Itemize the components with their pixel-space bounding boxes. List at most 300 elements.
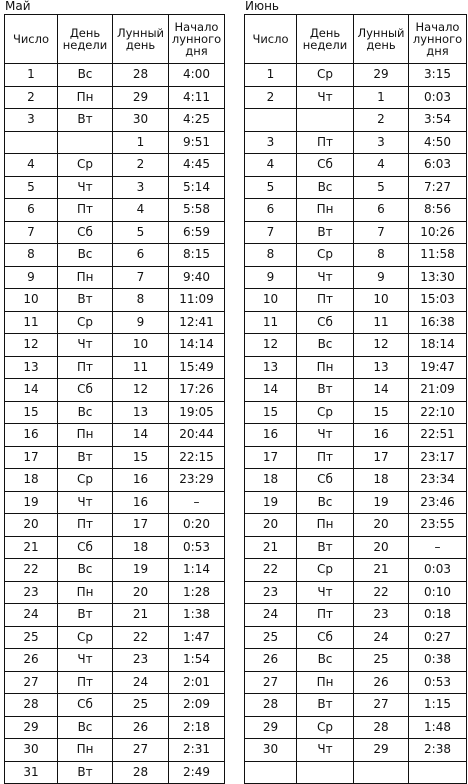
cell-weekday: Сб xyxy=(58,694,113,717)
cell-weekday: Вс xyxy=(58,401,113,424)
cell-weekday: Пт xyxy=(297,289,354,312)
table-row xyxy=(245,514,467,537)
cell-weekday: Вс xyxy=(297,334,354,357)
cell-day: 11 xyxy=(245,311,297,334)
cell-weekday: Вт xyxy=(297,694,354,717)
cell-day: 6 xyxy=(5,199,58,222)
cell-weekday: Вс xyxy=(58,559,113,582)
cell-weekday: Вт xyxy=(58,761,113,784)
cell-lunar-start: 19:47 xyxy=(409,356,467,379)
cell-lunar-start: 18:14 xyxy=(409,334,467,357)
table-row xyxy=(245,604,467,627)
cell-lunar-start: 5:14 xyxy=(169,176,225,199)
cell-day: 12 xyxy=(245,334,297,357)
cell-day: 28 xyxy=(5,694,58,717)
cell-weekday: Чт xyxy=(58,491,113,514)
cell-lunar-day: 17 xyxy=(354,446,409,469)
cell-weekday: Ср xyxy=(297,559,354,582)
table-row xyxy=(5,311,225,334)
cell-lunar-day: 3 xyxy=(354,131,409,154)
june-section xyxy=(244,0,467,784)
cell-lunar-start: 15:03 xyxy=(409,289,467,312)
cell-lunar-start: 9:51 xyxy=(169,131,225,154)
table-row xyxy=(245,761,467,784)
table-row xyxy=(5,244,225,267)
cell-weekday: Пн xyxy=(58,424,113,447)
table-row xyxy=(5,446,225,469)
cell-lunar-day: 1 xyxy=(113,131,169,154)
table-row xyxy=(5,671,225,694)
cell-day: 10 xyxy=(5,289,58,312)
cell-weekday: Сб xyxy=(58,536,113,559)
cell-day: 21 xyxy=(5,536,58,559)
cell-lunar-day: 22 xyxy=(113,626,169,649)
cell-day: 30 xyxy=(5,739,58,762)
cell-day: 19 xyxy=(245,491,297,514)
cell-day: 17 xyxy=(5,446,58,469)
header-weekday: День недели xyxy=(58,15,113,64)
table-row xyxy=(245,671,467,694)
cell-lunar-day: 13 xyxy=(354,356,409,379)
cell-lunar-start: 1:28 xyxy=(169,581,225,604)
table-row xyxy=(5,559,225,582)
cell-weekday: Вт xyxy=(297,536,354,559)
cell-lunar-day: 27 xyxy=(113,739,169,762)
cell-day: 18 xyxy=(245,469,297,492)
table-row xyxy=(245,581,467,604)
cell-weekday: Сб xyxy=(297,154,354,177)
cell-lunar-start: 1:48 xyxy=(409,716,467,739)
cell-day: 29 xyxy=(5,716,58,739)
cell-day: 14 xyxy=(5,379,58,402)
cell-lunar-day: 9 xyxy=(113,311,169,334)
cell-day: 13 xyxy=(245,356,297,379)
cell-day: 24 xyxy=(5,604,58,627)
table-row xyxy=(5,716,225,739)
cell-lunar-start: 9:40 xyxy=(169,266,225,289)
cell-weekday: Вт xyxy=(297,221,354,244)
table-row xyxy=(5,424,225,447)
table-row xyxy=(245,626,467,649)
cell-lunar-start: 0:27 xyxy=(409,626,467,649)
cell-lunar-start: 4:50 xyxy=(409,131,467,154)
cell-lunar-start: 22:15 xyxy=(169,446,225,469)
cell-lunar-start: 23:29 xyxy=(169,469,225,492)
table-row xyxy=(5,649,225,672)
cell-weekday: Вт xyxy=(58,289,113,312)
cell-lunar-day: 6 xyxy=(113,244,169,267)
cell-lunar-start: 6:03 xyxy=(409,154,467,177)
table-row xyxy=(245,401,467,424)
cell-weekday: Вс xyxy=(297,491,354,514)
cell-day xyxy=(245,109,297,132)
cell-weekday: Пт xyxy=(297,131,354,154)
cell-weekday: Вс xyxy=(297,649,354,672)
cell-day: 23 xyxy=(245,581,297,604)
cell-day: 13 xyxy=(5,356,58,379)
cell-weekday: Ср xyxy=(297,64,354,87)
cell-lunar-day: 21 xyxy=(354,559,409,582)
cell-lunar-start: 1:15 xyxy=(409,694,467,717)
cell-lunar-start: 0:38 xyxy=(409,649,467,672)
cell-lunar-start: 7:27 xyxy=(409,176,467,199)
cell-lunar-start: 23:55 xyxy=(409,514,467,537)
cell-lunar-day: 18 xyxy=(354,469,409,492)
cell-lunar-day: 2 xyxy=(354,109,409,132)
table-row xyxy=(245,334,467,357)
table-row xyxy=(5,131,225,154)
table-row xyxy=(5,109,225,132)
month-title-june: Июнь xyxy=(245,0,279,13)
cell-weekday: Пт xyxy=(58,199,113,222)
cell-weekday: Вт xyxy=(58,446,113,469)
cell-lunar-day: 9 xyxy=(354,266,409,289)
cell-lunar-start: 16:38 xyxy=(409,311,467,334)
cell-lunar-day: 11 xyxy=(354,311,409,334)
cell-weekday: Ср xyxy=(58,311,113,334)
table-row xyxy=(5,694,225,717)
table-row xyxy=(245,109,467,132)
cell-day: 15 xyxy=(5,401,58,424)
cell-day xyxy=(5,131,58,154)
table-row xyxy=(5,626,225,649)
cell-lunar-day: 7 xyxy=(113,266,169,289)
table-row xyxy=(5,154,225,177)
month-title-may: Май xyxy=(5,0,31,13)
cell-weekday: Пт xyxy=(297,446,354,469)
cell-lunar-start: 0:53 xyxy=(169,536,225,559)
table-row xyxy=(5,64,225,87)
table-row xyxy=(5,581,225,604)
cell-weekday: Чт xyxy=(297,266,354,289)
table-row xyxy=(245,356,467,379)
cell-weekday: Пн xyxy=(297,199,354,222)
table-row xyxy=(245,424,467,447)
cell-lunar-day: 16 xyxy=(113,469,169,492)
cell-lunar-day: 25 xyxy=(354,649,409,672)
cell-weekday: Ср xyxy=(297,716,354,739)
cell-weekday: Ср xyxy=(58,626,113,649)
table-row xyxy=(5,356,225,379)
cell-lunar-start: – xyxy=(169,491,225,514)
cell-day xyxy=(245,761,297,784)
cell-day: 20 xyxy=(245,514,297,537)
table-row xyxy=(5,176,225,199)
cell-lunar-day: 15 xyxy=(354,401,409,424)
cell-weekday: Пн xyxy=(297,514,354,537)
cell-lunar-day: 6 xyxy=(354,199,409,222)
cell-day: 7 xyxy=(5,221,58,244)
cell-day: 19 xyxy=(5,491,58,514)
cell-lunar-day: 1 xyxy=(354,86,409,109)
cell-day: 2 xyxy=(245,86,297,109)
cell-lunar-day: 27 xyxy=(354,694,409,717)
table-row xyxy=(245,244,467,267)
cell-lunar-start: 20:44 xyxy=(169,424,225,447)
cell-day: 8 xyxy=(5,244,58,267)
cell-lunar-day: 20 xyxy=(354,536,409,559)
cell-weekday xyxy=(58,131,113,154)
table-row xyxy=(245,536,467,559)
cell-lunar-day: 13 xyxy=(113,401,169,424)
cell-weekday: Пт xyxy=(58,671,113,694)
cell-weekday: Сб xyxy=(297,469,354,492)
cell-lunar-start: 14:14 xyxy=(169,334,225,357)
cell-day: 24 xyxy=(245,604,297,627)
table-row xyxy=(245,311,467,334)
cell-day: 4 xyxy=(245,154,297,177)
cell-lunar-day: 28 xyxy=(113,761,169,784)
cell-lunar-start: 5:58 xyxy=(169,199,225,222)
cell-lunar-day xyxy=(354,761,409,784)
cell-day: 22 xyxy=(5,559,58,582)
cell-lunar-day: 14 xyxy=(113,424,169,447)
table-row xyxy=(245,469,467,492)
cell-weekday: Чт xyxy=(297,86,354,109)
table-row xyxy=(5,86,225,109)
cell-weekday: Чт xyxy=(297,739,354,762)
header-lunar-start: Начало лунного дня xyxy=(169,15,225,64)
table-row xyxy=(245,221,467,244)
cell-weekday: Пт xyxy=(58,356,113,379)
table-row xyxy=(245,131,467,154)
table-row xyxy=(245,649,467,672)
cell-day: 10 xyxy=(245,289,297,312)
cell-lunar-day: 29 xyxy=(354,64,409,87)
cell-lunar-start: 4:25 xyxy=(169,109,225,132)
table-row xyxy=(245,266,467,289)
table-row xyxy=(245,379,467,402)
cell-lunar-day: 23 xyxy=(354,604,409,627)
cell-lunar-day: 21 xyxy=(113,604,169,627)
cell-weekday: Чт xyxy=(58,334,113,357)
cell-day: 16 xyxy=(245,424,297,447)
cell-lunar-start: 3:15 xyxy=(409,64,467,87)
cell-day: 5 xyxy=(245,176,297,199)
cell-lunar-day: 3 xyxy=(113,176,169,199)
cell-weekday: Ср xyxy=(297,244,354,267)
cell-lunar-start: 1:14 xyxy=(169,559,225,582)
cell-lunar-start: 2:49 xyxy=(169,761,225,784)
cell-day: 3 xyxy=(5,109,58,132)
may-table xyxy=(4,14,225,784)
cell-weekday: Сб xyxy=(297,311,354,334)
cell-weekday: Вс xyxy=(297,176,354,199)
cell-lunar-day: 17 xyxy=(113,514,169,537)
cell-lunar-start: 0:03 xyxy=(409,86,467,109)
cell-lunar-start: 1:54 xyxy=(169,649,225,672)
cell-day: 20 xyxy=(5,514,58,537)
cell-lunar-day: 25 xyxy=(113,694,169,717)
cell-lunar-day: 24 xyxy=(354,626,409,649)
cell-lunar-start: 2:31 xyxy=(169,739,225,762)
cell-day: 16 xyxy=(5,424,58,447)
cell-weekday: Пн xyxy=(297,356,354,379)
cell-lunar-start: 21:09 xyxy=(409,379,467,402)
cell-lunar-start: 2:09 xyxy=(169,694,225,717)
cell-lunar-day: 4 xyxy=(354,154,409,177)
cell-lunar-start: 10:26 xyxy=(409,221,467,244)
table-row xyxy=(5,536,225,559)
cell-day: 26 xyxy=(245,649,297,672)
cell-lunar-start: 15:49 xyxy=(169,356,225,379)
table-row xyxy=(245,154,467,177)
table-row xyxy=(5,289,225,312)
cell-lunar-start: 2:18 xyxy=(169,716,225,739)
cell-lunar-day: 28 xyxy=(354,716,409,739)
table-row xyxy=(5,266,225,289)
header-lunar-day: Лунный день xyxy=(113,15,169,64)
cell-day: 6 xyxy=(245,199,297,222)
cell-lunar-day: 10 xyxy=(113,334,169,357)
cell-day: 25 xyxy=(245,626,297,649)
cell-day: 2 xyxy=(5,86,58,109)
table-row xyxy=(245,739,467,762)
cell-day: 30 xyxy=(245,739,297,762)
table-row xyxy=(5,469,225,492)
cell-day: 18 xyxy=(5,469,58,492)
table-row xyxy=(245,446,467,469)
table-row xyxy=(5,221,225,244)
cell-lunar-start: 12:41 xyxy=(169,311,225,334)
cell-weekday: Пн xyxy=(58,86,113,109)
cell-lunar-day: 16 xyxy=(354,424,409,447)
cell-weekday xyxy=(297,761,354,784)
cell-weekday: Вс xyxy=(58,244,113,267)
cell-lunar-day: 12 xyxy=(113,379,169,402)
cell-lunar-start: 0:03 xyxy=(409,559,467,582)
cell-weekday: Вт xyxy=(58,109,113,132)
cell-lunar-day: 19 xyxy=(354,491,409,514)
cell-lunar-start xyxy=(409,761,467,784)
cell-lunar-day: 19 xyxy=(113,559,169,582)
cell-lunar-start: 19:05 xyxy=(169,401,225,424)
june-table xyxy=(244,14,467,784)
cell-lunar-start: 1:47 xyxy=(169,626,225,649)
cell-lunar-day: 30 xyxy=(113,109,169,132)
cell-lunar-start: 4:11 xyxy=(169,86,225,109)
table-row xyxy=(5,761,225,784)
cell-lunar-start: 3:54 xyxy=(409,109,467,132)
table-row xyxy=(245,716,467,739)
cell-lunar-day: 22 xyxy=(354,581,409,604)
cell-day: 17 xyxy=(245,446,297,469)
cell-day: 27 xyxy=(5,671,58,694)
cell-lunar-start: 0:20 xyxy=(169,514,225,537)
cell-day: 21 xyxy=(245,536,297,559)
cell-lunar-start: – xyxy=(409,536,467,559)
cell-weekday: Сб xyxy=(58,221,113,244)
cell-lunar-start: 22:51 xyxy=(409,424,467,447)
cell-lunar-day: 7 xyxy=(354,221,409,244)
cell-lunar-day: 5 xyxy=(354,176,409,199)
cell-lunar-start: 0:18 xyxy=(409,604,467,627)
cell-weekday: Пн xyxy=(58,266,113,289)
cell-lunar-start: 17:26 xyxy=(169,379,225,402)
cell-day: 11 xyxy=(5,311,58,334)
cell-day: 27 xyxy=(245,671,297,694)
cell-lunar-start: 23:34 xyxy=(409,469,467,492)
cell-weekday: Вс xyxy=(58,716,113,739)
cell-lunar-day: 26 xyxy=(113,716,169,739)
table-row xyxy=(245,491,467,514)
cell-lunar-start: 22:10 xyxy=(409,401,467,424)
cell-day: 8 xyxy=(245,244,297,267)
table-row xyxy=(245,289,467,312)
cell-weekday: Пн xyxy=(58,739,113,762)
header-day: Число xyxy=(245,15,297,64)
table-row xyxy=(5,334,225,357)
cell-day: 26 xyxy=(5,649,58,672)
cell-lunar-day: 26 xyxy=(354,671,409,694)
cell-lunar-day: 8 xyxy=(113,289,169,312)
cell-weekday: Вт xyxy=(297,379,354,402)
table-row xyxy=(5,379,225,402)
header-weekday: День недели xyxy=(297,15,354,64)
cell-weekday: Сб xyxy=(58,379,113,402)
cell-day: 12 xyxy=(5,334,58,357)
table-row xyxy=(5,401,225,424)
cell-lunar-start: 23:17 xyxy=(409,446,467,469)
cell-lunar-day: 4 xyxy=(113,199,169,222)
cell-lunar-day: 29 xyxy=(354,739,409,762)
table-row xyxy=(245,199,467,222)
cell-lunar-start: 11:58 xyxy=(409,244,467,267)
cell-weekday: Вт xyxy=(58,604,113,627)
header-lunar-start: Начало лунного дня xyxy=(409,15,467,64)
cell-lunar-start: 4:00 xyxy=(169,64,225,87)
cell-lunar-day: 12 xyxy=(354,334,409,357)
cell-lunar-start: 6:59 xyxy=(169,221,225,244)
cell-day: 28 xyxy=(245,694,297,717)
cell-weekday: Пн xyxy=(58,581,113,604)
table-row xyxy=(5,604,225,627)
cell-lunar-day: 11 xyxy=(113,356,169,379)
cell-weekday: Вс xyxy=(58,64,113,87)
cell-lunar-start: 13:30 xyxy=(409,266,467,289)
cell-lunar-day: 23 xyxy=(113,649,169,672)
cell-lunar-day: 8 xyxy=(354,244,409,267)
table-row xyxy=(5,491,225,514)
table-row xyxy=(245,694,467,717)
cell-day: 9 xyxy=(5,266,58,289)
cell-weekday: Чт xyxy=(58,176,113,199)
cell-weekday: Ср xyxy=(297,401,354,424)
cell-day: 1 xyxy=(245,64,297,87)
cell-day: 9 xyxy=(245,266,297,289)
header-day: Число xyxy=(5,15,58,64)
cell-weekday: Пн xyxy=(297,671,354,694)
cell-weekday: Ср xyxy=(58,154,113,177)
cell-weekday: Сб xyxy=(297,626,354,649)
header-lunar-day: Лунный день xyxy=(354,15,409,64)
cell-lunar-day: 20 xyxy=(354,514,409,537)
cell-lunar-start: 1:38 xyxy=(169,604,225,627)
cell-day: 5 xyxy=(5,176,58,199)
table-row xyxy=(5,739,225,762)
cell-lunar-start: 0:10 xyxy=(409,581,467,604)
cell-lunar-day: 20 xyxy=(113,581,169,604)
cell-lunar-day: 24 xyxy=(113,671,169,694)
cell-day: 7 xyxy=(245,221,297,244)
cell-day: 25 xyxy=(5,626,58,649)
cell-day: 15 xyxy=(245,401,297,424)
cell-weekday xyxy=(297,109,354,132)
table-row xyxy=(245,86,467,109)
cell-lunar-day: 15 xyxy=(113,446,169,469)
cell-day: 4 xyxy=(5,154,58,177)
cell-lunar-day: 2 xyxy=(113,154,169,177)
